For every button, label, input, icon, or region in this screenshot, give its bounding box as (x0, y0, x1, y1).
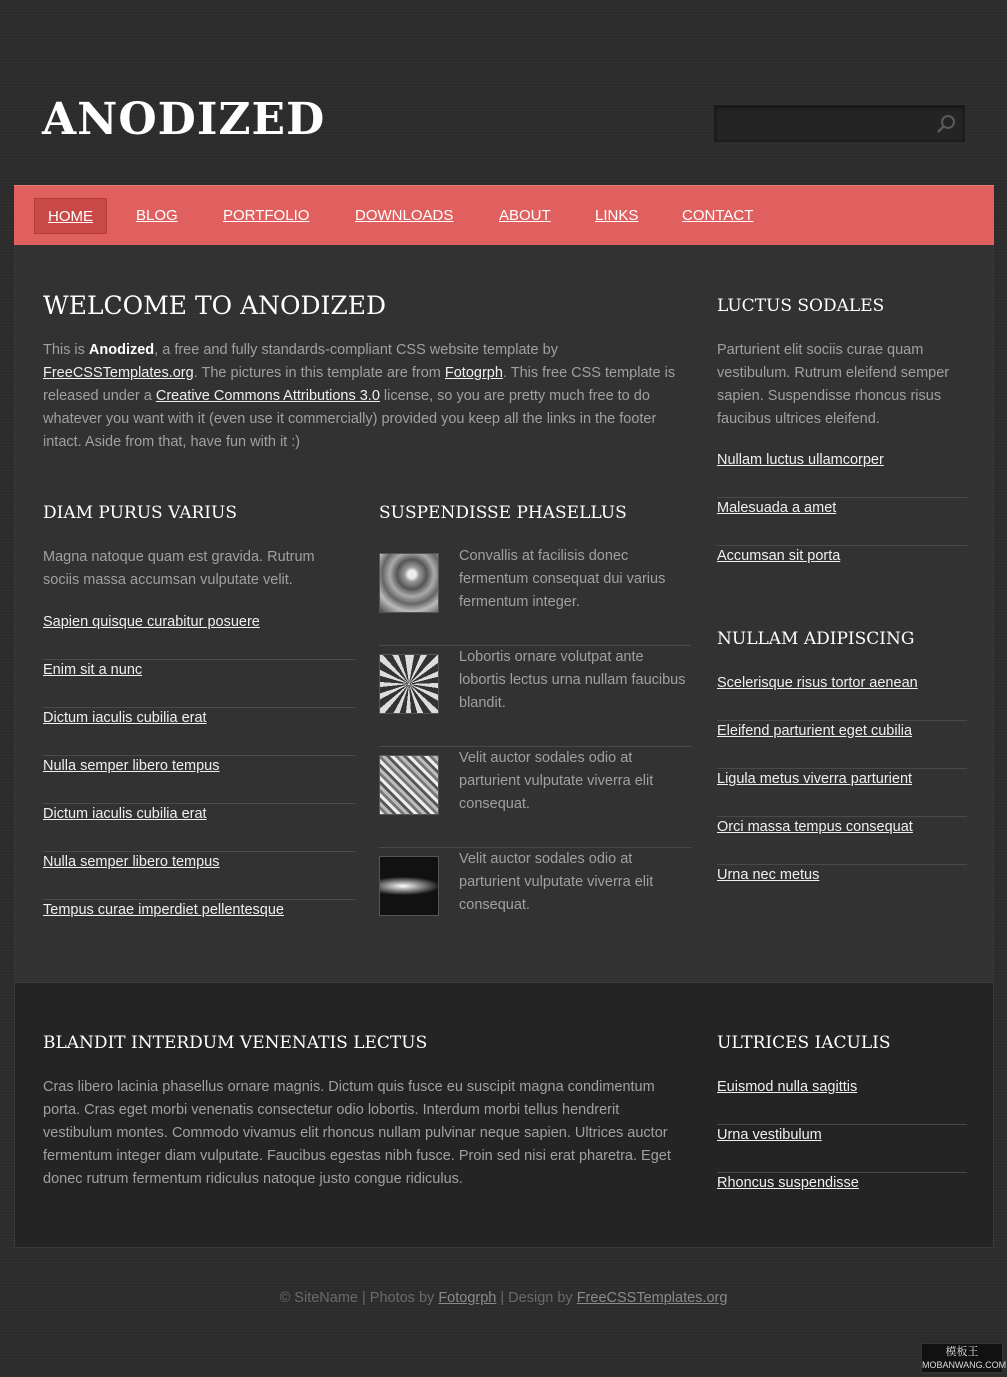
list-item (379, 545, 691, 646)
ultrices-link[interactable]: Euismod nulla sagittis (717, 1079, 858, 1095)
ultrices-link[interactable]: Rhoncus suspendisse (717, 1175, 859, 1191)
list-item (379, 848, 691, 949)
search-box (714, 105, 965, 142)
footer-freecsstemplates-link[interactable]: FreeCSSTemplates.org (576, 1290, 728, 1306)
ultrices-title: ULTRICES IACULIS (717, 1033, 891, 1053)
ultrices-link-list (717, 1077, 967, 1221)
diam-link[interactable]: Dictum iaculis cubilia erat (43, 806, 207, 822)
nullam-link[interactable]: Eleifend parturient eget cubilia (717, 723, 913, 739)
copyright: © SiteName | Photos by Fotogrph | Design by FreeCSSTemplates.org (279, 1290, 728, 1306)
list-item (717, 546, 967, 594)
watermark-logo (921, 1343, 1007, 1373)
nullam-link[interactable]: Scelerisque risus tortor aenean (717, 675, 918, 691)
list-item (43, 804, 355, 852)
watermark-line1: 模板王 (945, 1346, 979, 1358)
list-item (43, 756, 355, 804)
diam-link[interactable]: Enim sit a nunc (43, 662, 143, 678)
list-item (43, 852, 355, 900)
list-item (717, 1173, 967, 1221)
nullam-link-list (717, 673, 967, 913)
watermark-line2: MOBANWANG.COM (922, 1360, 1007, 1370)
nav-portfolio[interactable]: PORTFOLIO (223, 207, 310, 224)
luctus-link[interactable]: Malesuada a amet (717, 500, 837, 516)
light-streak-thumbnail[interactable] (379, 856, 439, 916)
blandit-text: Cras libero lacinia phasellus ornare magnis. Dictum quis fusce eu suscipit magna condimentum porta. Cras eget morbi venenatis consectetur odio lobortis. Interdum morbi tellus hendrerit vestibulum montes. Commodo vivamus elit rhoncus nullam pulvinar neque sapien. Ultrices auctor fermentum integer diam vulputate. Faucibus egestas nibh fusce. Proin sed nisi erat pharetra. Eget donec rutrum fermentum ridiculus natoque justo congue ridiculus. (43, 1079, 671, 1187)
nullam-link[interactable]: Orci massa tempus consequat (717, 819, 913, 835)
list-item (717, 721, 967, 769)
list-item (717, 673, 967, 721)
nullam-title: NULLAM ADIPISCING (717, 629, 915, 649)
welcome-title: WELCOME TO ANODIZED (43, 291, 387, 320)
diam-link[interactable]: Tempus curae imperdiet pellentesque (43, 902, 284, 918)
suspendisse-item-text: Velit auctor sodales odio at parturient vulputate viverra elit consequat. (459, 851, 654, 913)
list-item (717, 1077, 967, 1125)
list-item (717, 498, 967, 546)
luctus-link-list (717, 450, 967, 594)
suspendisse-title: SUSPENDISSE PHASELLUS (379, 503, 627, 523)
diam-link[interactable]: Dictum iaculis cubilia erat (43, 710, 207, 726)
list-item (717, 1125, 967, 1173)
suspendisse-thumb-list (379, 545, 691, 949)
nav-contact[interactable]: CONTACT (682, 207, 754, 224)
suspendisse-item-text: Lobortis ornare volutpat ante lobortis lectus urna nullam faucibus blandit. (459, 649, 686, 711)
list-item (717, 817, 967, 865)
nullam-link[interactable]: Ligula metus viverra parturient (717, 771, 913, 787)
site-logo[interactable]: ANODIZED (42, 94, 326, 145)
list-item (379, 646, 691, 747)
list-item (379, 747, 691, 848)
flower-thumbnail[interactable] (379, 654, 439, 714)
list-item (43, 660, 355, 708)
nav-blog[interactable]: BLOG (136, 207, 178, 224)
luctus-text: Parturient elit sociis curae quam vestibulum. Rutrum eleifend semper sapien. Suspendisse rhoncus risus faucibus ultrices eleifend. (717, 342, 950, 427)
main-nav (14, 185, 994, 245)
brand-name: Anodized (88, 342, 155, 358)
diam-link[interactable]: Sapien quisque curabitur posuere (43, 614, 260, 630)
list-item (43, 612, 355, 660)
nav-about[interactable]: ABOUT (499, 207, 551, 224)
list-item (717, 450, 967, 498)
nav-home[interactable]: HOME (34, 198, 107, 234)
freecsstemplates-link[interactable]: FreeCSSTemplates.org (43, 365, 194, 381)
search-icon[interactable] (936, 113, 958, 135)
suspendisse-item-text: Convallis at facilisis donec fermentum consequat dui varius fermentum integer. (459, 548, 666, 610)
suspendisse-item-text: Velit auctor sodales odio at parturient vulputate viverra elit consequat. (459, 750, 654, 812)
luctus-link[interactable]: Accumsan sit porta (717, 548, 841, 564)
blandit-title: BLANDIT INTERDUM VENENATIS LECTUS (43, 1033, 428, 1053)
diam-link[interactable]: Nulla semper libero tempus (43, 758, 220, 774)
list-item (717, 769, 967, 817)
luctus-title: LUCTUS SODALES (717, 296, 885, 316)
welcome-text: This is Anodized, a free and fully standards-compliant CSS website template by FreeCSSTemplates.org. The pictures in this template are from Fotogrph. This free CSS template is released under a Creative Commons Attributions 3.0 license, so you are pretty much free to do whatever you want with it (even use it commercially) provided you keep all the links in the footer intact. Aside from that, have fun with it :) (43, 342, 676, 450)
ultrices-link[interactable]: Urna vestibulum (717, 1127, 822, 1143)
list-item (43, 708, 355, 756)
list-item (43, 900, 355, 948)
nav-downloads[interactable]: DOWNLOADS (355, 207, 454, 224)
ice-thumbnail[interactable] (379, 755, 439, 815)
nav-links[interactable]: LINKS (595, 207, 639, 224)
nullam-link[interactable]: Urna nec metus (717, 867, 820, 883)
footer-fotogrph-link[interactable]: Fotogrph (438, 1290, 497, 1306)
list-item (717, 865, 967, 913)
creative-commons-link[interactable]: Creative Commons Attributions 3.0 (155, 388, 380, 404)
diam-text: Magna natoque quam est gravida. Rutrum sociis massa accumsan vulputate velit. (43, 549, 315, 588)
water-drop-thumbnail[interactable] (379, 553, 439, 613)
fotogrph-link[interactable]: Fotogrph (444, 365, 503, 381)
diam-link[interactable]: Nulla semper libero tempus (43, 854, 220, 870)
diam-title: DIAM PURUS VARIUS (43, 503, 237, 523)
luctus-link[interactable]: Nullam luctus ullamcorper (717, 452, 884, 468)
diam-link-list (43, 612, 355, 948)
search-input[interactable] (715, 106, 935, 141)
